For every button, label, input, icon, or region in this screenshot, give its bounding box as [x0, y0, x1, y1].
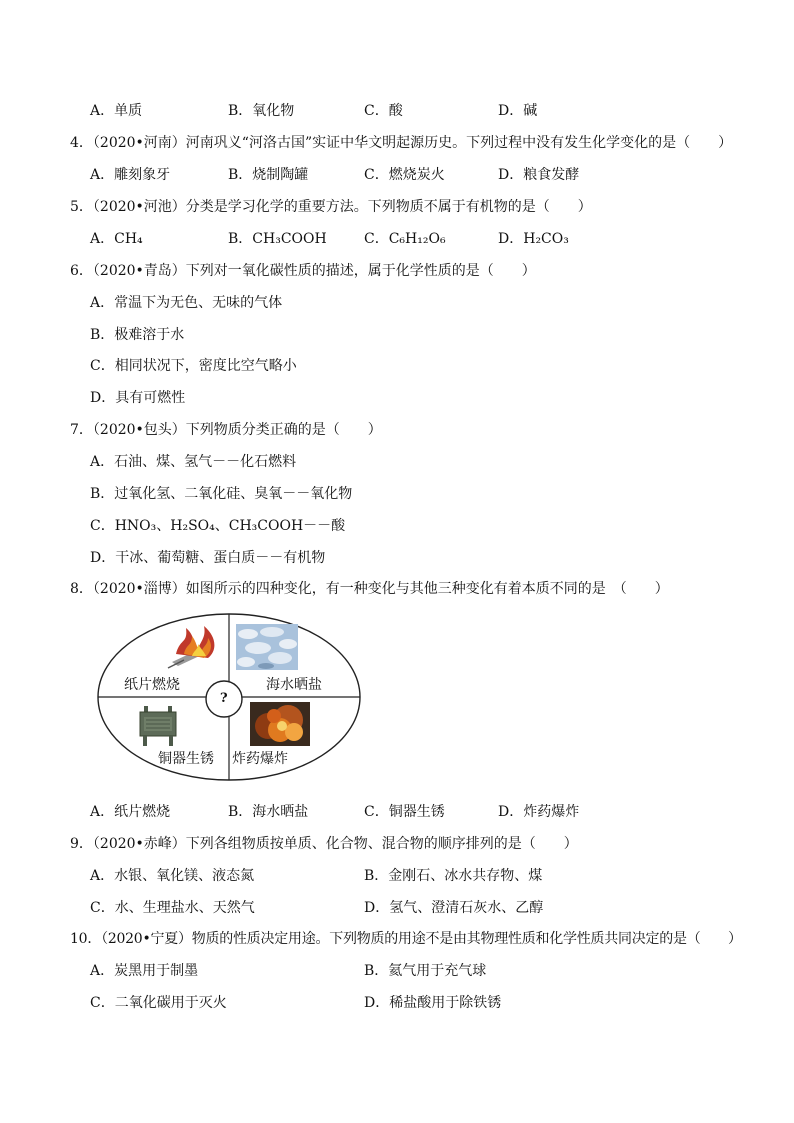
q4-option-d: D．粮食发酵 [498, 167, 580, 183]
q6-option-d: D．具有可燃性 [90, 390, 186, 406]
q5-option-c: C．C₆H₁₂O₆ [364, 231, 446, 247]
diagram-label-copper-rust: 铜器生锈 [158, 751, 214, 767]
q8-option-b: B．海水晒盐 [228, 804, 309, 820]
q7-option-b: B．过氧化氢、二氧化硅、臭氧－－氧化物 [90, 486, 353, 502]
q9-stem: 9．（2020•赤峰）下列各组物质按单质、化合物、混合物的顺序排列的是（ ） [70, 836, 578, 852]
explosion-picture [250, 702, 310, 746]
q5-formula-c: C₆H₁₂O₆ [388, 231, 446, 247]
diagram-label-sea-salt: 海水晒盐 [266, 677, 322, 693]
q5-option-d: D．H₂CO₃ [498, 231, 569, 247]
q6-option-a: A．常温下为无色、无味的气体 [90, 295, 283, 311]
q4-option-c: C．燃烧炭火 [364, 167, 445, 183]
q3-option-d: D．碱 [498, 103, 538, 119]
diagram-label-explosion: 炸药爆炸 [232, 751, 288, 767]
q5-option-a: A．CH₄ [90, 231, 143, 247]
diagram-question-mark: ? [220, 691, 228, 706]
q7-stem: 7．（2020•包头）下列物质分类正确的是（ ） [70, 422, 382, 438]
q10-option-c: C．二氧化碳用于灭火 [90, 995, 227, 1011]
q8-option-d: D．炸药爆炸 [498, 804, 580, 820]
q4-stem: 4．（2020•河南）河南巩义“河洛古国”实证中华文明起源历史。下列过程中没有发生化学变化的是（ ） [70, 135, 733, 151]
sea-salt-picture [236, 624, 298, 670]
q4-option-a: A．雕刻象牙 [90, 167, 171, 183]
q6-option-c: C．相同状况下，密度比空气略小 [90, 358, 297, 374]
q7-option-d: D．干冰、葡萄糖、蛋白质－－有机物 [90, 550, 326, 566]
q5-formula-a: CH₄ [114, 231, 143, 247]
q3-option-a: A．单质 [90, 103, 143, 119]
q8-option-c: C．铜器生锈 [364, 804, 445, 820]
q7-option-a: A．石油、煤、氢气－－化石燃料 [90, 454, 297, 470]
q5-formula-b: CH₃COOH [252, 231, 327, 247]
q9-option-a: A．水银、氧化镁、液态氮 [90, 868, 255, 884]
q7-option-c: C．HNO₃、H₂SO₄、CH₃COOH－－酸 [90, 518, 346, 534]
q10-stem: 10．（2020•宁夏）物质的性质决定用途。下列物质的用途不是由其物理性质和化学性质共同决定的是（ ） [70, 931, 742, 947]
q8-diagram-frame [96, 612, 362, 782]
q3-option-b: B．氧化物 [228, 103, 295, 119]
q6-option-b: B．极难溶于水 [90, 327, 185, 343]
q10-option-d: D．稀盐酸用于除铁锈 [364, 995, 502, 1011]
q6-stem: 6．（2020•青岛）下列对一氧化碳性质的描述，属于化学性质的是（ ） [70, 263, 536, 279]
q9-option-d: D．氢气、澄清石灰水、乙醇 [364, 900, 544, 916]
q9-option-c: C．水、生理盐水、天然气 [90, 900, 255, 916]
q10-option-a: A．炭黑用于制墨 [90, 963, 199, 979]
q5-option-b: B．CH₃COOH [228, 231, 327, 247]
q9-option-b: B．金刚石、冰水共存物、煤 [364, 868, 543, 884]
q3-option-c: C．酸 [364, 103, 403, 119]
q10-option-b: B．氦气用于充气球 [364, 963, 487, 979]
q8-option-a: A．纸片燃烧 [90, 804, 171, 820]
burning-paper-picture [162, 618, 222, 670]
q4-option-b: B．烧制陶罐 [228, 167, 309, 183]
bronze-vessel-picture [138, 704, 178, 748]
q5-formula-d: H₂CO₃ [523, 231, 569, 247]
q5-stem: 5．（2020•河池）分类是学习化学的重要方法。下列物质不属于有机物的是（ ） [70, 199, 592, 215]
q8-stem: 8．（2020•淄博）如图所示的四种变化，有一种变化与其他三种变化有着本质不同的是 （ ） [70, 581, 669, 597]
diagram-label-paper-burning: 纸片燃烧 [124, 677, 180, 693]
q8-diagram [96, 612, 362, 782]
